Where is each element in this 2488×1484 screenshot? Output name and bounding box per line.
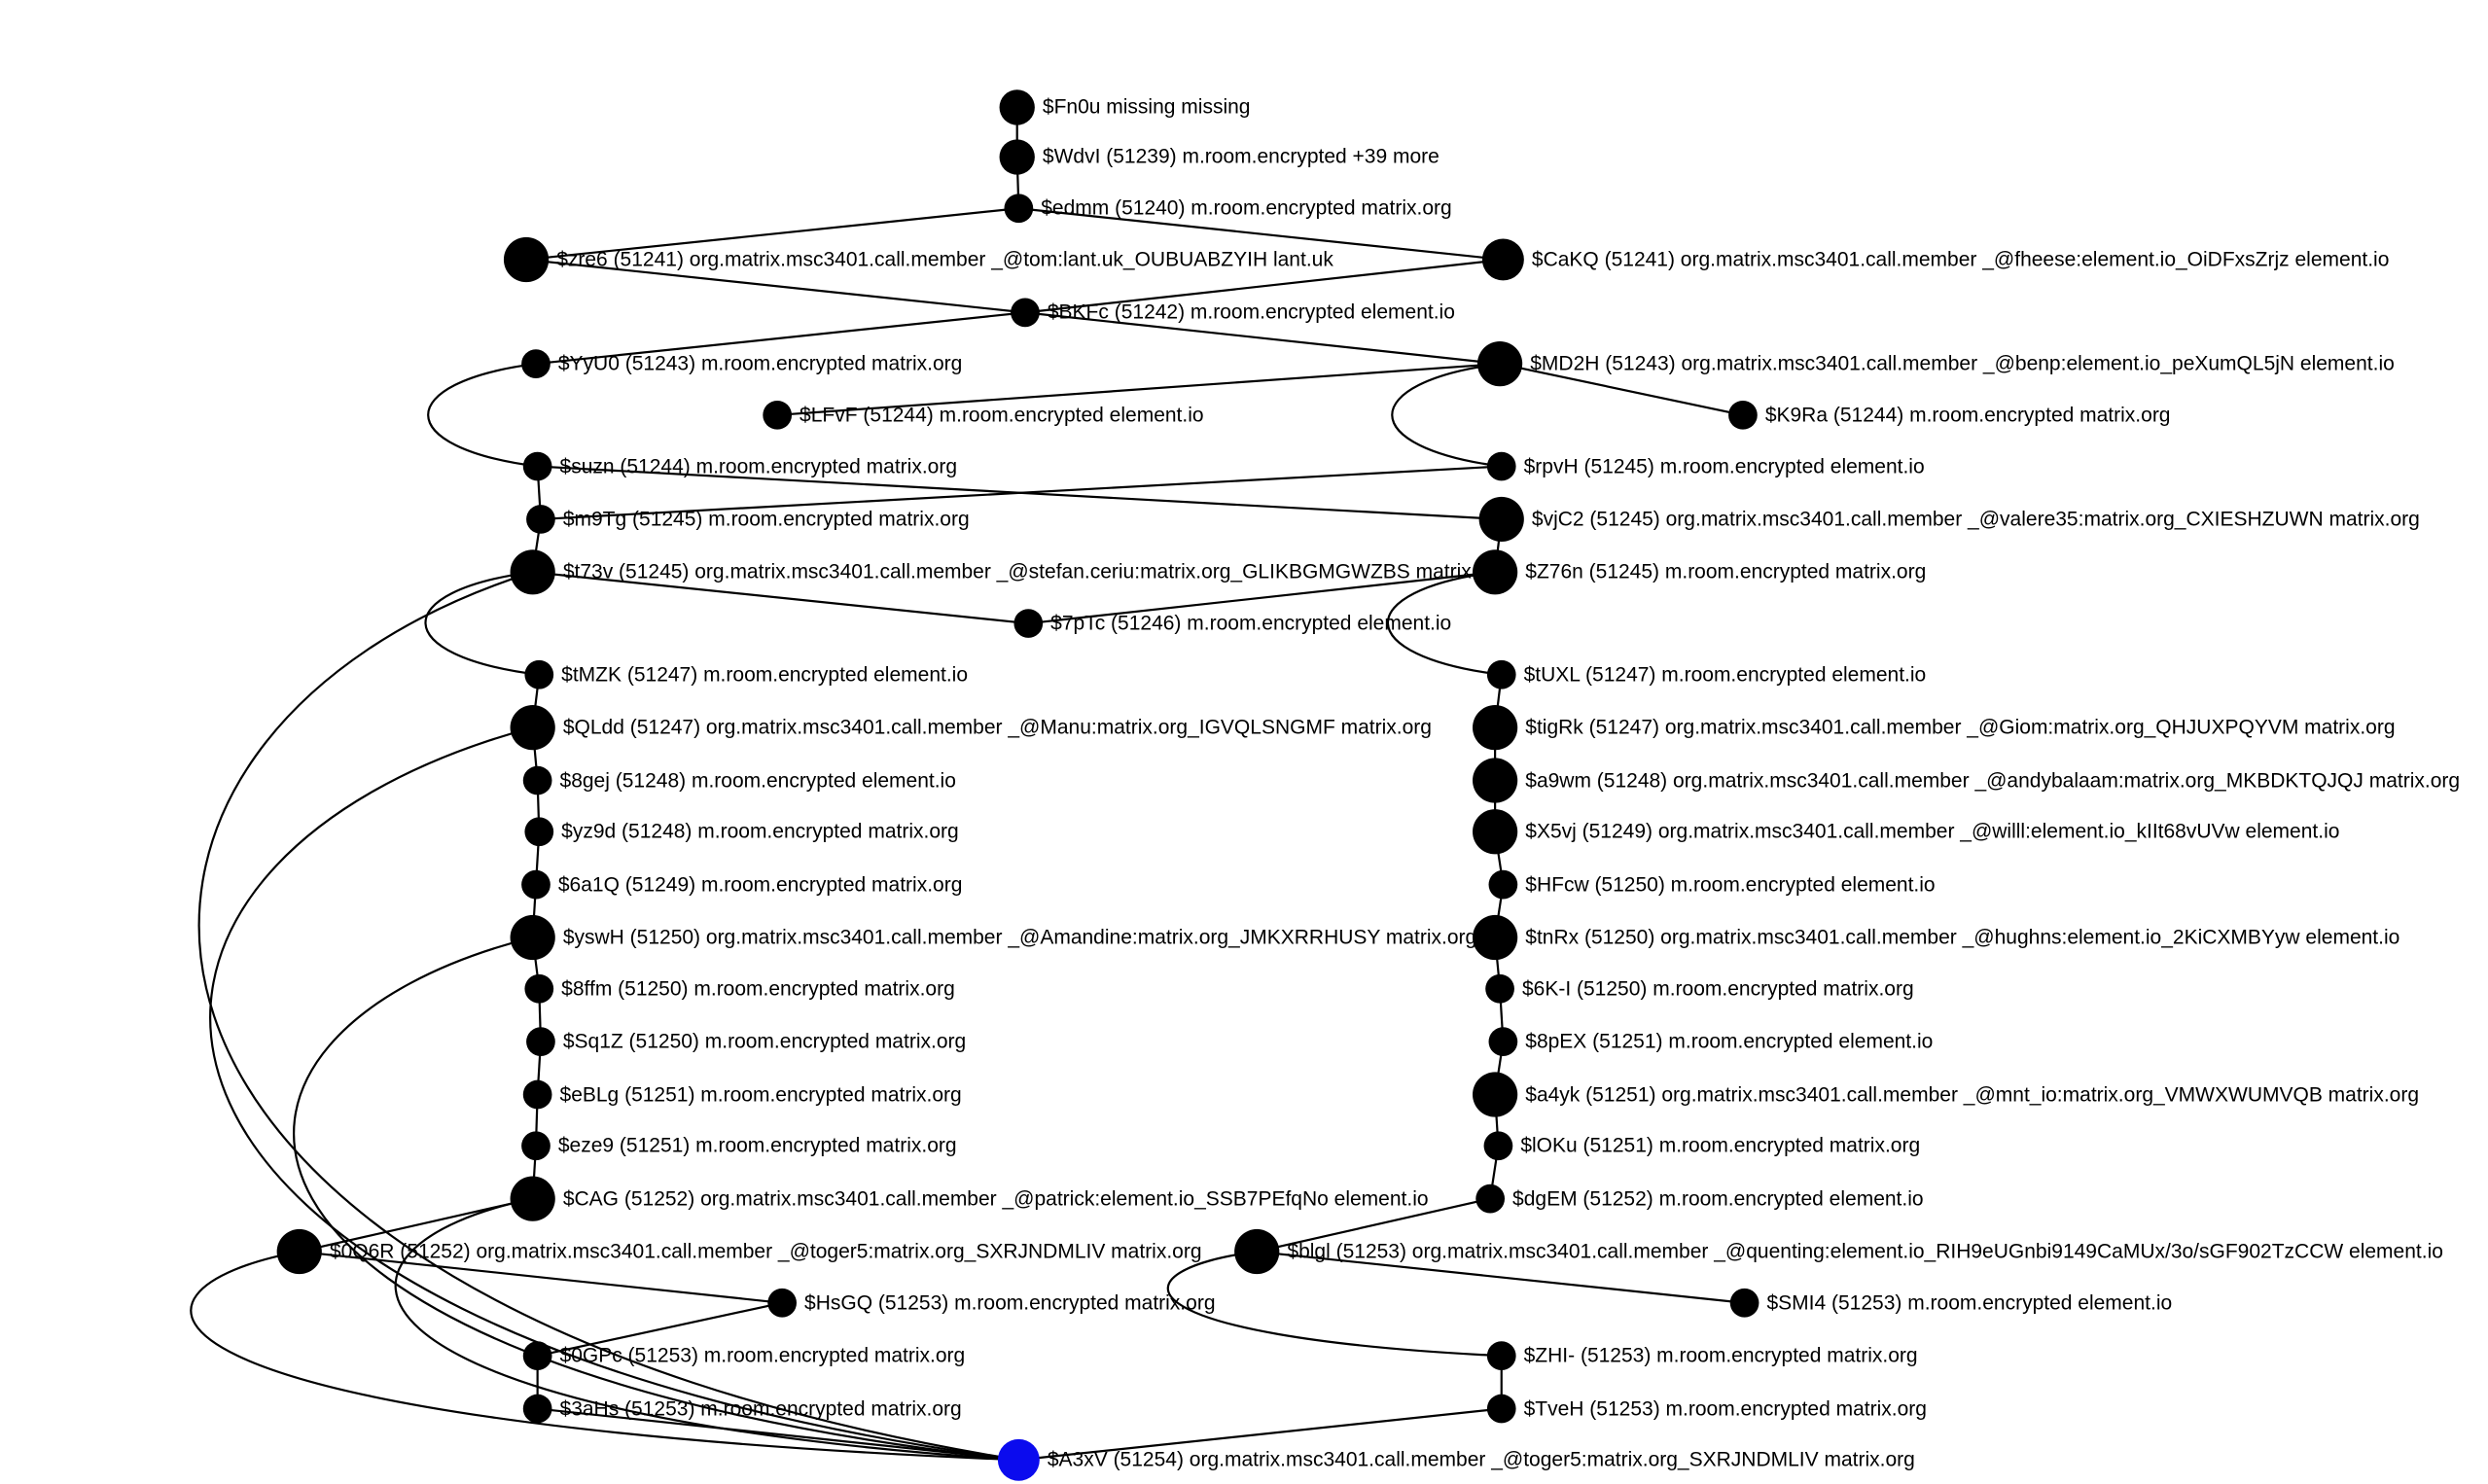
graph-edge [396,1199,1019,1461]
graph-node-label: $HsGQ (51253) m.room.encrypted matrix.org [804,1291,1216,1315]
graph-node-label: $edmm (51240) m.room.encrypted matrix.org [1041,196,1452,220]
graph-node-label: $LFvF (51244) m.room.encrypted element.io [800,404,1204,427]
graph-node-label: $X5vj (51249) org.matrix.msc3401.call.member _@willl:element.io_kIIt68vUVw element.io [1525,820,2340,843]
graph-node-label: $BKFc (51242) m.room.encrypted element.io [1047,300,1455,324]
graph-node[interactable] [277,1229,322,1274]
graph-node[interactable] [1482,239,1524,281]
graph-node[interactable] [511,915,555,960]
graph-node[interactable] [524,817,553,846]
graph-node[interactable] [763,401,792,430]
graph-node-label: $7pTc (51246) m.room.encrypted element.io [1050,612,1452,635]
graph-node-label: $eBLg (51251) m.room.encrypted matrix.org [559,1083,962,1107]
graph-node-label: $yz9d (51248) m.room.encrypted matrix.org [561,820,959,843]
graph-node-label: $CAG (51252) org.matrix.msc3401.call.member _@patrick:element.io_SSB7PEfqNo element.io [562,1187,1429,1211]
graph-node-label: $6a1Q (51249) m.room.encrypted matrix.org [557,873,963,897]
graph-node-label: $zre6 (51241) org.matrix.msc3401.call.member _@tom:lant.uk_OUBUABZYIH lant.uk [556,248,1333,271]
graph-node[interactable] [1489,1027,1518,1056]
graph-node-label: $Fn0u missing missing [1042,95,1251,119]
graph-node-label: $blgl (51253) org.matrix.msc3401.call.member _@quenting:element.io_RIH9eUGnbi9149CaMUx/3o/sGF902TzCCW element.io [1287,1240,2443,1263]
graph-node[interactable] [1485,974,1514,1004]
graph-node[interactable] [511,705,555,750]
graph-node-label: $t73v (51245) org.matrix.msc3401.call.member _@stefan.ceriu:matrix.org_GLIKBGMGWZBS matrix.org [562,560,1507,583]
graph-node[interactable] [1000,139,1035,174]
graph-node[interactable] [521,349,551,378]
graph-node[interactable] [1475,1184,1505,1214]
graph-node[interactable] [1011,298,1040,327]
graph-node-label: $6K-I (51250) m.room.encrypted matrix.org [1521,977,1914,1001]
graph-node[interactable] [1489,870,1518,900]
graph-node[interactable] [523,1080,552,1110]
graph-node-label: $suzn (51244) m.room.encrypted matrix.org [559,455,958,478]
graph-node[interactable] [767,1289,797,1318]
graph-node-label: $vjC2 (51245) org.matrix.msc3401.call.member _@valere35:matrix.org_CXIESHZUWN matrix.org [1531,508,2420,531]
graph-node[interactable] [1473,705,1517,750]
graph-node[interactable] [524,974,553,1004]
graph-node[interactable] [1487,452,1516,481]
graph-node-label: $K9Ra (51244) m.room.encrypted matrix.org [1764,404,2171,427]
graph-node[interactable] [511,1177,555,1221]
graph-edge [428,364,537,466]
graph-node[interactable] [1473,809,1517,854]
graph-node-label: $8gej (51248) m.room.encrypted element.io [559,769,956,793]
graph-node[interactable] [1000,89,1035,124]
graph-node-label: $YyU0 (51243) m.room.encrypted matrix.org [557,352,963,375]
graph-node[interactable] [1473,915,1517,960]
graph-node-label: $CaKQ (51241) org.matrix.msc3401.call.member _@fheese:element.io_OiDFxsZrjz element.io [1531,248,2390,271]
graph-node[interactable] [1730,1289,1759,1318]
graph-node[interactable] [1484,1131,1513,1160]
graph-node-label: $yswH (51250) org.matrix.msc3401.call.member _@Amandine:matrix.org_JMKXRRHUSY matrix.org [562,926,1477,949]
graph-node[interactable] [1487,1395,1516,1424]
graph-node-label: $dgEM (51252) m.room.encrypted element.io [1512,1187,1924,1211]
graph-node[interactable] [523,1341,552,1370]
graph-node[interactable] [998,1439,1040,1481]
graph-node-label: $0GPc (51253) m.room.encrypted matrix.org [559,1344,966,1367]
graph-node-label: $HFcw (51250) m.room.encrypted element.io [1525,873,1936,897]
graph-node-label: $rpvH (51245) m.room.encrypted element.io [1523,455,1925,478]
graph-node-label: $WdvI (51239) m.room.encrypted +39 more [1042,145,1439,168]
graph-node-label: $3aHs (51253) m.room.encrypted matrix.org [559,1397,962,1421]
graph-node-label: $MD2H (51243) org.matrix.msc3401.call.member _@benp:element.io_peXumQL5jN element.io [1530,352,2395,375]
graph-node-label: $QLdd (51247) org.matrix.msc3401.call.member _@Manu:matrix.org_IGVQLSNGMF matrix.org [562,716,1432,739]
graph-node[interactable] [521,1131,551,1160]
graph-node[interactable] [1004,194,1033,223]
graph-node-label: $Z76n (51245) m.room.encrypted matrix.org [1525,560,1927,583]
graph-edge [1168,1252,1502,1356]
graph-node[interactable] [526,505,555,534]
graph-node-label: $a9wm (51248) org.matrix.msc3401.call.member _@andybalaam:matrix.org_MKBDKTQJQJ matrix.org [1525,769,2461,793]
graph-node[interactable] [1473,758,1517,802]
graph-node[interactable] [1487,1341,1516,1370]
graph-node-label: $0Q6R (51252) org.matrix.msc3401.call.member _@toger5:matrix.org_SXRJNDMLIV matrix.org [329,1240,1202,1263]
graph-node-label: $A3xV (51254) org.matrix.msc3401.call.member _@toger5:matrix.org_SXRJNDMLIV matrix.org [1047,1448,1915,1471]
graph-node[interactable] [1477,341,1522,386]
graph-node[interactable] [523,1395,552,1424]
graph-node-label: $eze9 (51251) m.room.encrypted matrix.org [557,1134,957,1157]
graph-node-label: $tnRx (51250) org.matrix.msc3401.call.member _@hughns:element.io_2KiCXMBYyw element.io [1525,926,2400,949]
graph-node[interactable] [511,549,555,594]
graph-node-label: $a4yk (51251) org.matrix.msc3401.call.member _@mnt_io:matrix.org_VMWXWUMVQB matrix.org [1525,1083,2420,1107]
graph-node[interactable] [524,660,553,689]
graph-node[interactable] [1728,401,1758,430]
graph-node[interactable] [504,237,549,282]
graph-node-label: $SMI4 (51253) m.room.encrypted element.io [1766,1291,2173,1315]
graph-node-label: $Sq1Z (51250) m.room.encrypted matrix.org [562,1030,967,1053]
graph-node-label: $ZHI- (51253) m.room.encrypted matrix.org [1523,1344,1918,1367]
graph-node-label: $8ffm (51250) m.room.encrypted matrix.org [561,977,955,1001]
graph-node-label: $tMZK (51247) m.room.encrypted element.io [561,663,969,687]
graph-node[interactable] [1479,497,1524,542]
graph-node-label: $tigRk (51247) org.matrix.msc3401.call.member _@Giom:matrix.org_QHJUXPQYVM matrix.org [1525,716,2396,739]
graph-node[interactable] [1234,1229,1279,1274]
graph-node-label: $8pEX (51251) m.room.encrypted element.io [1525,1030,1934,1053]
graph-node[interactable] [1487,660,1516,689]
graph-node-label: $tUXL (51247) m.room.encrypted element.io [1523,663,1927,687]
graph-node-label: $TveH (51253) m.room.encrypted matrix.org [1523,1397,1927,1421]
graph-edge [199,572,1019,1460]
graph-node-label: $m9Tg (51245) m.room.encrypted matrix.org [562,508,970,531]
graph-node[interactable] [523,452,552,481]
graph-node[interactable] [1013,609,1043,638]
graph-node[interactable] [523,766,552,795]
graph-node[interactable] [526,1027,555,1056]
graph-node[interactable] [521,870,551,900]
graph-node[interactable] [1473,1072,1517,1116]
graph-node-label: $lOKu (51251) m.room.encrypted matrix.org [1520,1134,1921,1157]
